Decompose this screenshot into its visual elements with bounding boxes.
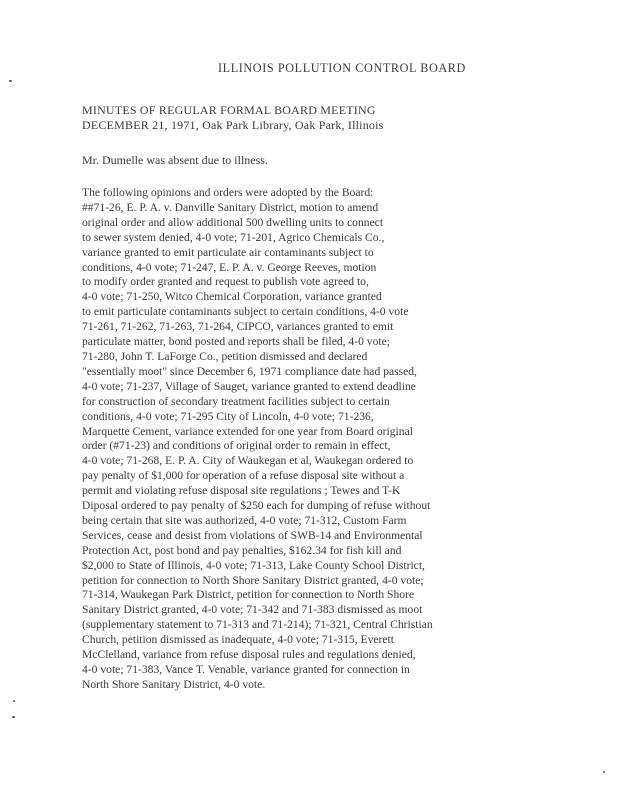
body-line: 71-314, Waukegan Park District, petition for connection to North Shore [82, 588, 415, 602]
body-line: ##71-26, E. P. A. v. Danville Sanitary District, motion to amend [82, 200, 379, 214]
body-line: 71-261, 71-262, 71-263, 71-264, CIPCO, variances granted to emit [82, 320, 394, 334]
body-line: to emit particulate contaminants subject to certain conditions, 4-0 vote [82, 305, 409, 319]
body-line: 4-0 vote; 71-268, E. P. A. City of Waukegan et al, Waukegan ordered to [82, 454, 414, 468]
body-line: $2,000 to State of Illinois, 4-0 vote; 71-313, Lake County School District, [82, 558, 425, 572]
minutes-body [82, 186, 612, 693]
scan-speck [12, 716, 15, 718]
body-line: The following opinions and orders were adopted by the Board: [82, 186, 374, 199]
body-line: conditions, 4-0 vote; 71-247, E. P. A. v. George Reeves, motion [82, 260, 377, 274]
body-line: order (#71-23) and conditions of original order to remain in effect, [82, 439, 391, 453]
body-line: Sanitary District granted, 4-0 vote; 71-342 and 71-383 dismissed as moot [82, 603, 423, 617]
body-line: Church, petition dismissed as inadequate, 4-0 vote; 71-315, Everett [82, 633, 394, 647]
body-line: pay penalty of $1,000 for operation of a refuse disposal site without a [82, 469, 405, 483]
heading-line: MINUTES OF REGULAR FORMAL BOARD MEETING [82, 103, 376, 117]
body-line: Services, cease and desist from violations of SWB-14 and Environmental [82, 528, 423, 542]
body-line: variance granted to emit particulate air contaminants subject to [82, 245, 374, 259]
body-line: permit and violating refuse disposal site regulations ; Tewes and T-K [82, 484, 401, 498]
scan-speck [603, 771, 605, 773]
body-line: "essentially moot" since December 6, 1971 compliance date had passed, [82, 364, 417, 378]
scan-speck [9, 80, 12, 82]
attendance-note: Mr. Dumelle was absent due to illness. [82, 153, 268, 167]
heading-line: DECEMBER 21, 1971, Oak Park Library, Oak Park, Illinois [82, 118, 384, 132]
body-line: being certain that site was authorized, 4-0 vote; 71-312, Custom Farm [82, 513, 407, 527]
body-line: North Shore Sanitary District, 4-0 vote. [82, 677, 266, 691]
document-title: ILLINOIS POLLUTION CONTROL BOARD [218, 61, 466, 75]
body-line: 4-0 vote; 71-250, Witco Chemical Corporation, variance granted [82, 290, 382, 304]
body-line: (supplementary statement to 71-313 and 71-214); 71-321, Central Christian [82, 618, 433, 632]
body-line: to modify order granted and request to publish vote agreed to, [82, 275, 369, 289]
body-line: for construction of secondary treatment facilities subject to certain [82, 394, 390, 408]
body-line: Protection Act, post bond and pay penalties, $162.34 for fish kill and [82, 543, 402, 557]
body-line: Diposal ordered to pay penalty of $250 each for dumping of refuse without [82, 499, 431, 513]
body-line: 4-0 vote; 71-237, Village of Sauget, variance granted to extend deadline [82, 379, 416, 393]
body-line: 4-0 vote; 71-383, Vance T. Venable, variance granted for connection in [82, 663, 410, 676]
body-line: Marquette Cement, variance extended for one year from Board original [82, 424, 413, 438]
body-line: petition for connection to North Shore Sanitary District granted, 4-0 vote; [82, 573, 424, 587]
scan-speck [13, 700, 15, 702]
body-line: particulate matter, bond posted and reports shall be filed, 4-0 vote; [82, 335, 390, 349]
body-line: 71-280, John T. LaForge Co., petition dismissed and declared [82, 349, 368, 363]
minutes-heading [82, 103, 384, 133]
body-line: conditions, 4-0 vote; 71-295 City of Lincoln, 4-0 vote; 71-236, [82, 409, 374, 423]
body-line: to sewer system denied, 4-0 vote; 71-201, Agrico Chemicals Co., [82, 230, 385, 244]
body-line: original order and allow additional 500 dwelling units to connect [82, 215, 384, 229]
body-line: McClelland, variance from refuse disposal rules and regulations denied, [82, 648, 416, 662]
